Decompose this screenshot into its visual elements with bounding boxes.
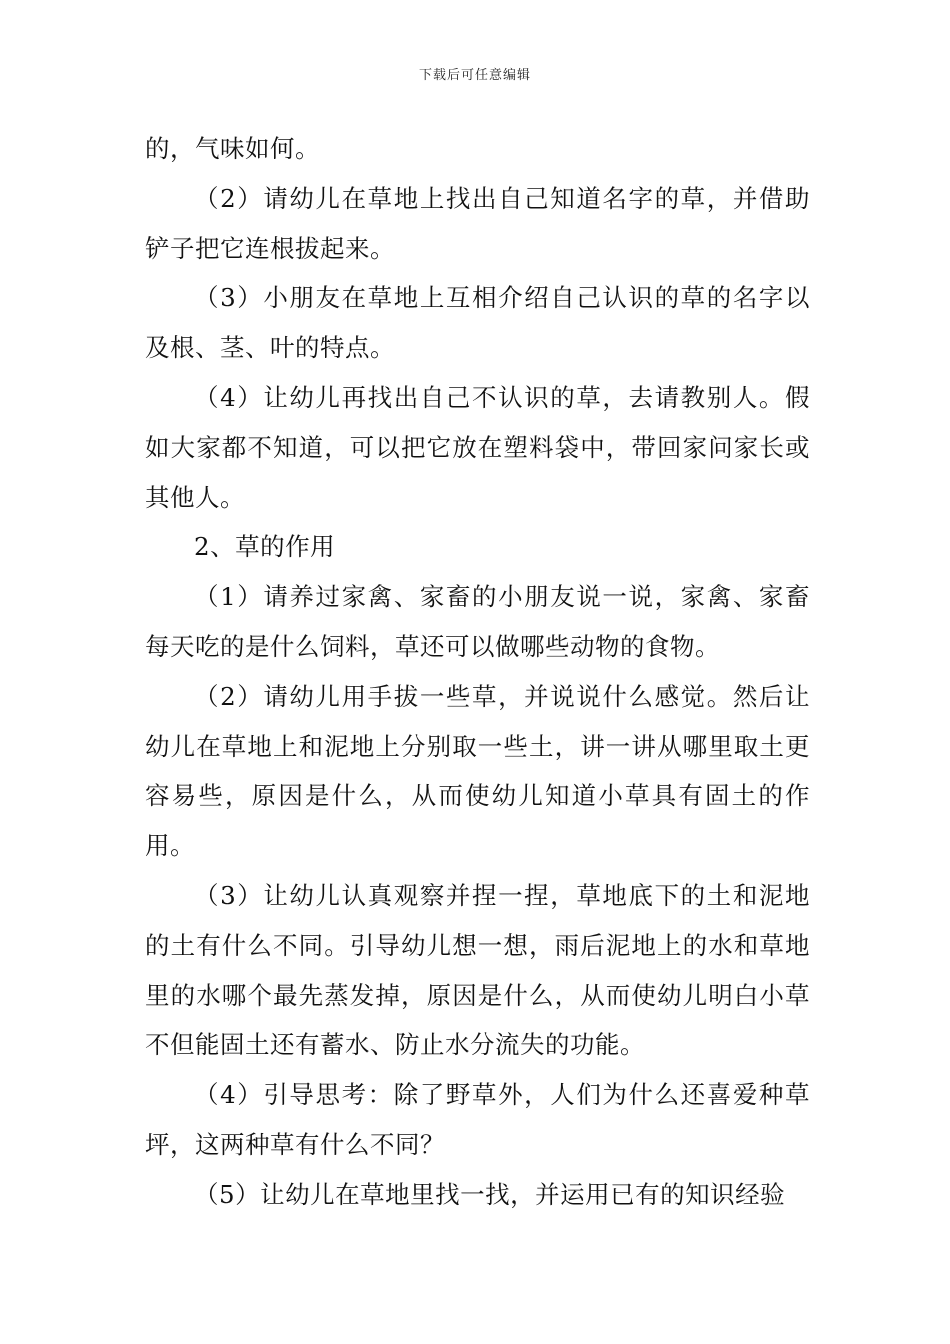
paragraph: （3）小朋友在草地上互相介绍自己认识的草的名字以及根、茎、叶的特点。 (145, 283, 810, 363)
paragraph: （1）请养过家禽、家畜的小朋友说一说，家禽、家畜每天吃的是什么饲料，草还可以做哪些动物的食物。 (145, 582, 810, 661)
paragraph: 的，气味如何。 (145, 134, 320, 163)
paragraph: （2）请幼儿用手拔一些草，并说说什么感觉。然后让幼儿在草地上和泥地上分别取一些土，讲一讲从哪里取土更容易些，原因是什么，从而使幼儿知道小草具有固土的作用。 (145, 681, 810, 861)
paragraph: （2）请幼儿在草地上找出自己知道名字的草，并借助铲子把它连根拔起来。 (145, 183, 810, 263)
paragraph: （4）引导思考：除了野草外，人们为什么还喜爱种草坪，这两种草有什么不同？ (145, 1080, 810, 1159)
paragraph: （5）让幼儿在草地里找一找，并运用已有的知识经验 (194, 1179, 786, 1209)
paragraph: （3）让幼儿认真观察并捏一捏，草地底下的土和泥地的土有什么不同。引导幼儿想一想，雨后泥地上的水和草地里的水哪个最先蒸发掉，原因是什么，从而使幼儿明白小草不但能固土还有蓄水、防止水分流失的功能。 (145, 880, 810, 1060)
page-header: 下载后可任意编辑 (418, 68, 531, 83)
document-body (145, 124, 810, 1220)
section-heading: 2、草的作用 (194, 532, 336, 562)
paragraph: （4）让幼儿再找出自己不认识的草，去请教别人。假如大家都不知道，可以把它放在塑料袋中，带回家问家长或其他人。 (145, 382, 810, 512)
